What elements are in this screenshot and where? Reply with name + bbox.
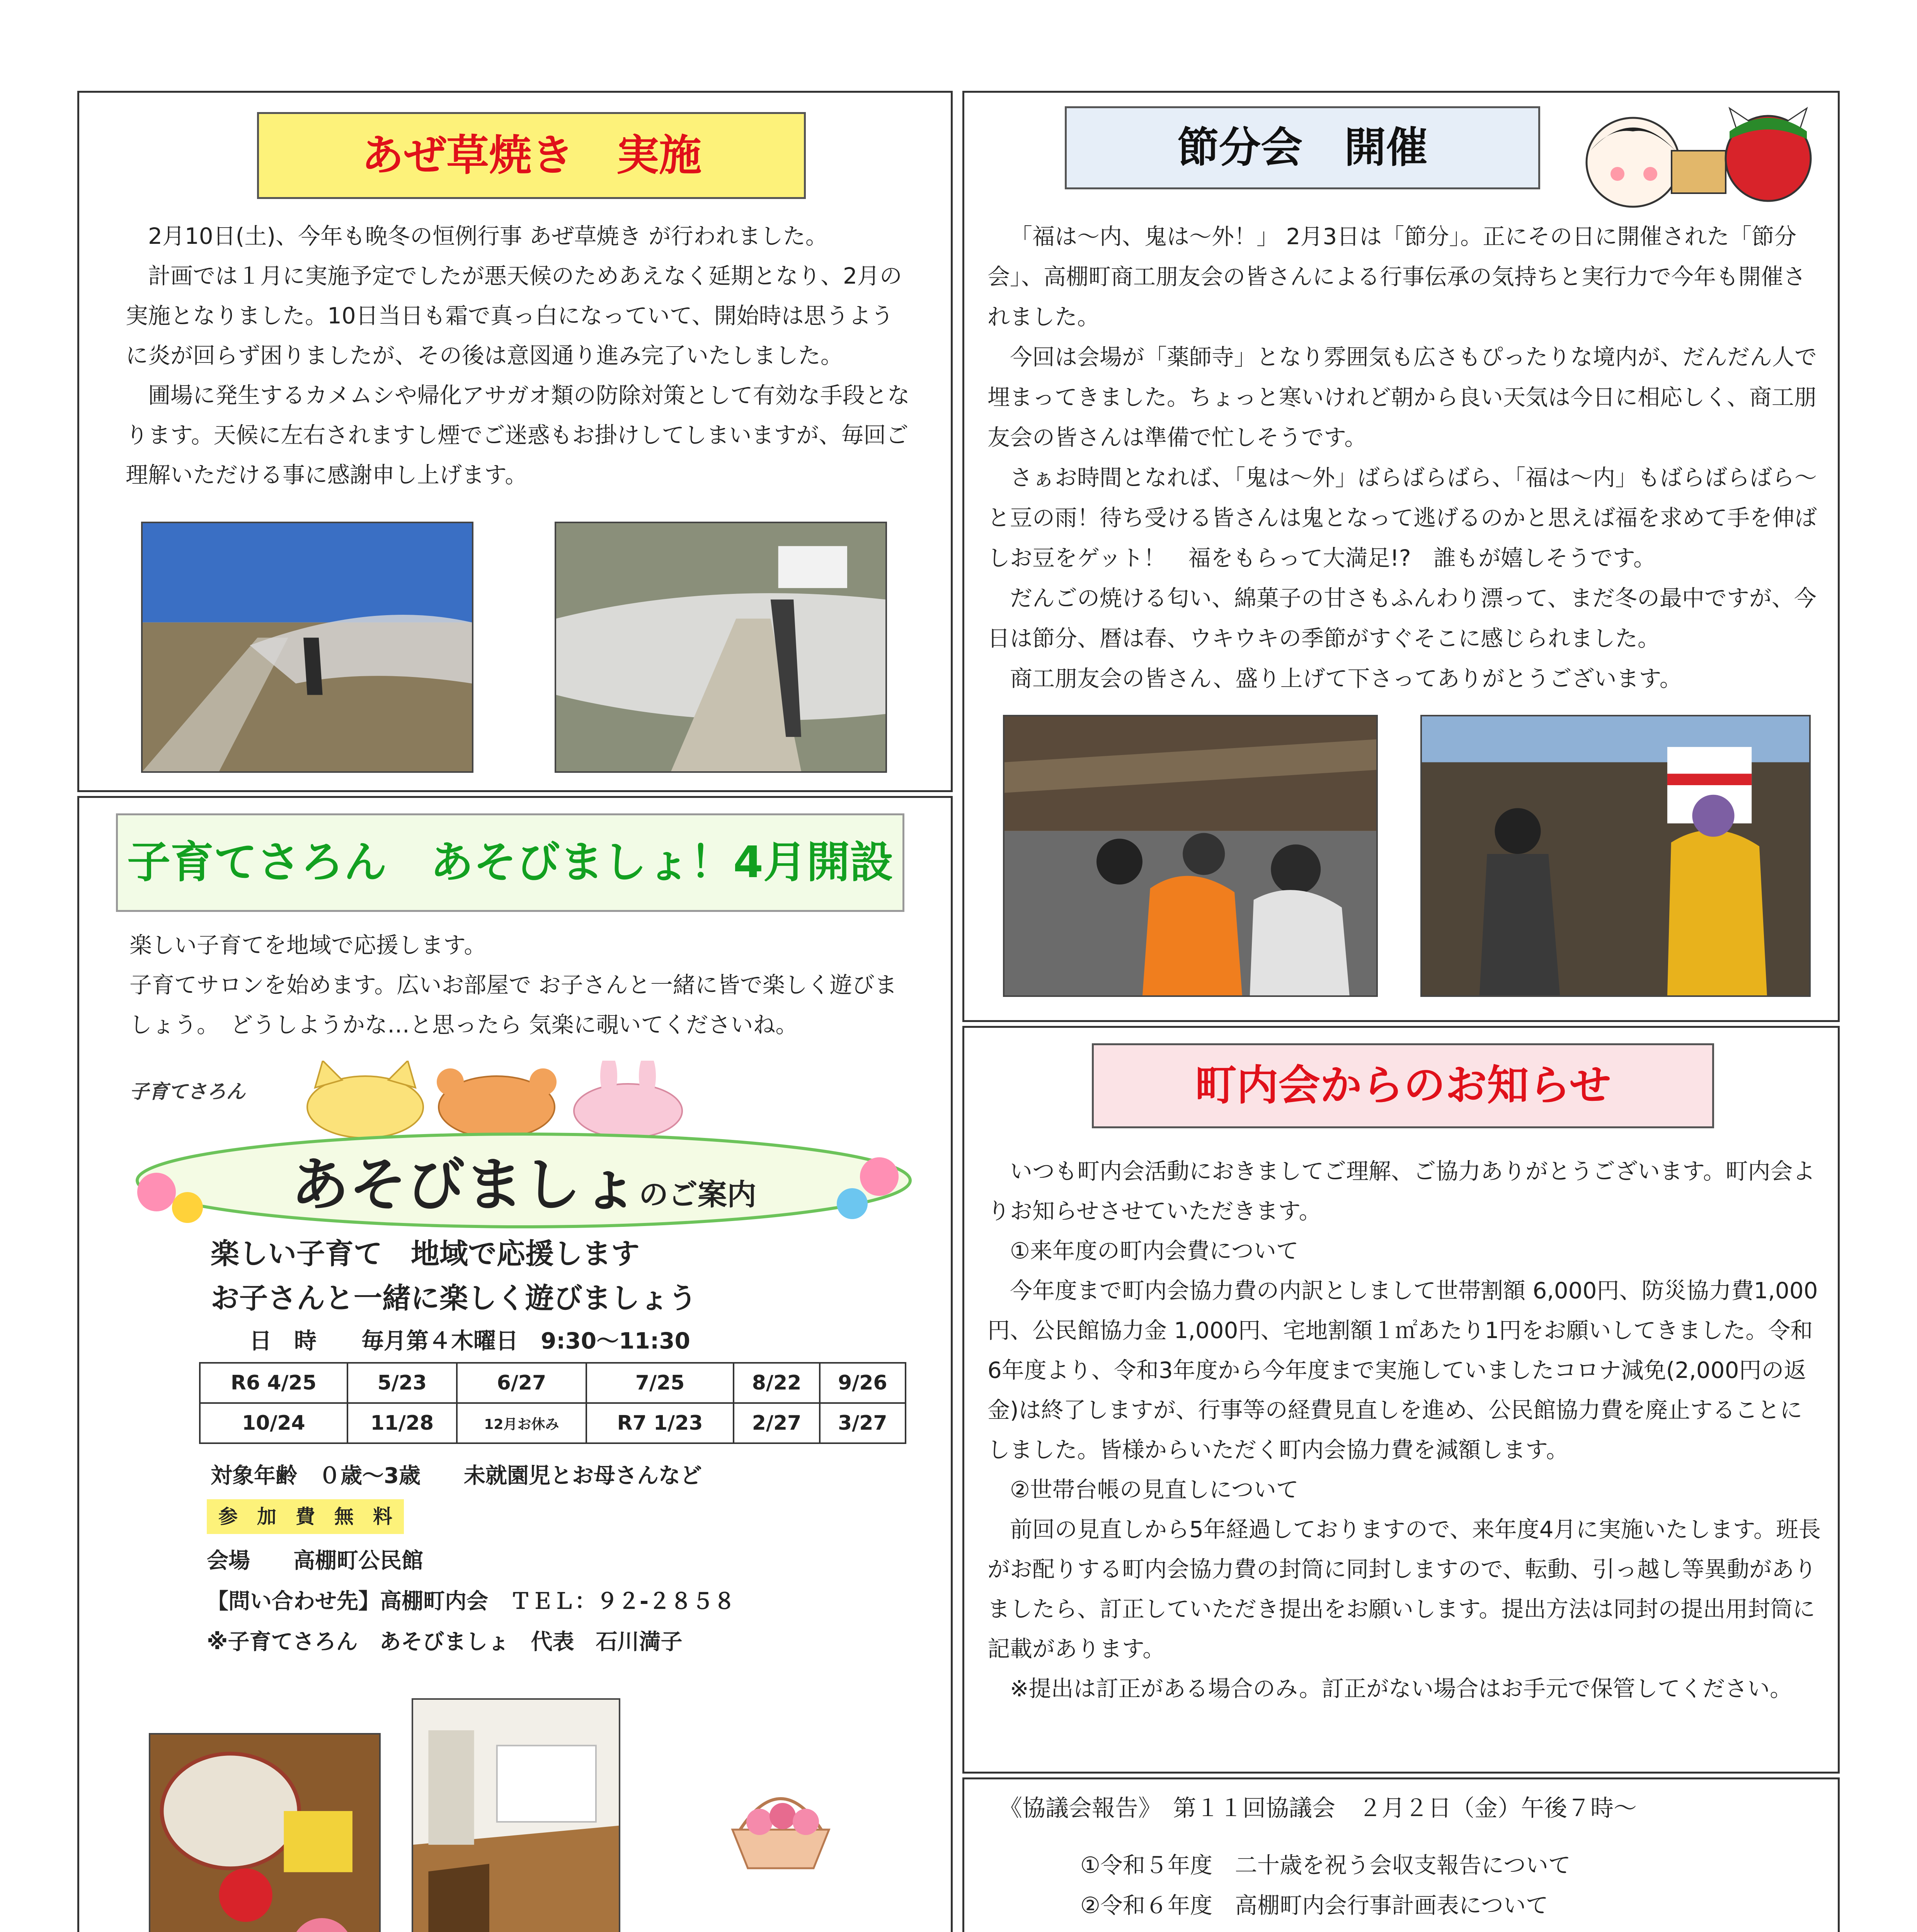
- flyer-line1: 楽しい子育て 地域で応援します: [211, 1237, 640, 1270]
- setsubun-paragraph: 「福は～内、鬼は～外！」 2月3日は「節分」。正にその日に開催された「節分会」、高棚町商工朋友会の皆さんによる行事伝承の気持ちと実行力で今年も開催されました。: [987, 223, 1806, 330]
- kosodate-photo-room: [412, 1698, 620, 1932]
- schedule-date: 11/28: [347, 1403, 457, 1443]
- oni-otafuku-illustration: [1575, 104, 1815, 209]
- chonaikai-paragraph: 今年度まで町内会協力費の内訳としまして世帯割額 6,000円、防災協力費1,000円、公民館協力金 1,000円、宅地割額１㎡あたり1円をお願いしてきました。令和6年度より、令和3年度から今年度まで実施していましたコロナ減免(2,000円の返金)は終了しますが、行事等の経費見直しを進め、公民館協力費を廃止することにしました。皆様からいただく町内会協力費を減額します。: [987, 1277, 1818, 1463]
- setsubun-title: 節分会 開催: [1065, 106, 1540, 189]
- setsubun-paragraph: さぁお時間となれば、「鬼は～外」ばらばらばら、「福は～内」もばらばらばら～と豆の雨！待ち受ける皆さんは鬼となって逃げるのかと思えば福を求めて手を伸ばしお豆をゲット！ 福をもらって大満足!? 誰もが嬉しそうです。: [987, 464, 1817, 571]
- flyer-badge: 子育てさろん: [129, 1080, 245, 1103]
- schedule-date: 2/27: [734, 1403, 819, 1443]
- azekusa-paragraph: 圃場に発生するカメムシや帰化アサガオ類の防除対策として有効な手段となります。天候に左右されますし煙でご迷惑もお掛けしてしまいますが、毎回ご理解いただける事に感謝申し上げます。: [126, 382, 910, 488]
- kyogikai-items: [1080, 1845, 1571, 1932]
- flower-basket-illustration: [717, 1776, 844, 1872]
- schedule-date: 7/25: [586, 1363, 734, 1403]
- chonaikai-title: 町内会からのお知らせ: [1092, 1043, 1714, 1128]
- flyer-schedule-table: [199, 1362, 906, 1444]
- flyer-line2: お子さんと一緒に楽しく遊びましょう: [211, 1282, 697, 1315]
- schedule-date: 8/22: [734, 1363, 819, 1403]
- azekusa-title: あぜ草焼き 実施: [257, 112, 806, 199]
- chonaikai-body: [987, 1151, 1822, 1709]
- schedule-date: 5/23: [347, 1363, 457, 1403]
- flyer-age: 対象年齢 ０歳～3歳 未就園児とお母さんなど: [211, 1463, 702, 1488]
- setsubun-photo-2: [1420, 715, 1811, 997]
- chonaikai-subheading: ①来年度の町内会費について: [1010, 1238, 1299, 1264]
- setsubun-section: [962, 91, 1840, 1022]
- kosodate-intro-line: 子育てサロンを始めます。広いお部屋で お子さんと一緒に皆で楽しく遊びましょう。 どうしようかな…と思ったら 気楽に覗いてくださいね。: [129, 972, 897, 1038]
- animal-faces-illustration: [300, 1061, 686, 1138]
- schedule-date: R6 4/25: [200, 1363, 347, 1403]
- kyogikai-header: 《協議会報告》 第１１回協議会 ２月２日（金）午後７時～: [999, 1795, 1637, 1822]
- setsubun-photo-1: [1003, 715, 1378, 997]
- schedule-date: 9/26: [820, 1363, 906, 1403]
- azekusa-photo-1: [141, 522, 473, 773]
- kyogikai-item: ①令和５年度 二十歳を祝う会収支報告について: [1080, 1852, 1571, 1878]
- chonaikai-paragraph: 前回の見直しから5年経過しておりますので、来年度4月に実施いたします。班長がお配りする町内会協力費の封筒に同封しますので、転動、引っ越し等異動がありましたら、訂正していただき提出をお願いします。提出方法は同封の提出用封筒に記載があります。: [987, 1516, 1821, 1662]
- schedule-date: 6/27: [457, 1363, 586, 1403]
- schedule-date: 12月お休み: [457, 1403, 586, 1443]
- kosodate-section: [77, 796, 953, 1932]
- azekusa-paragraph: 2月10日(土)、今年も晩冬の恒例行事 あぜ草焼き が行われました。: [148, 223, 828, 249]
- flyer-representative: ※子育てさろん あそびましょ 代表 石川満子: [207, 1629, 683, 1655]
- flyer-big-title: あそびましょ: [291, 1151, 639, 1219]
- flyer-title-banner: [122, 1130, 926, 1231]
- kyogikai-item: ②令和６年度 高棚町内会行事計画表について: [1080, 1892, 1548, 1918]
- flyer-fee: 参 加 費 無 料: [207, 1499, 404, 1534]
- chonaikai-note: ※提出は訂正がある場合のみ。訂正がない場合はお手元で保管してください。: [1010, 1675, 1793, 1702]
- flyer-contact: 【問い合わせ先】高棚町内会 ＴＥＬ：９２-２８５８: [207, 1589, 735, 1614]
- azekusa-body: [126, 216, 914, 495]
- chonaikai-paragraph: いつも町内会活動におきましてご理解、ご協力ありがとうございます。町内会よりお知らせさせていただきます。: [987, 1158, 1815, 1224]
- setsubun-paragraph: だんごの焼ける匂い、綿菓子の甘さもふんわり漂って、まだ冬の最中ですが、今日は節分、暦は春、ウキウキの季節がすぐそこに感じられました。: [987, 585, 1817, 651]
- kosodate-title: 子育てさろん あそびましょ！4月開設: [116, 813, 904, 912]
- azekusa-photo-2: [555, 522, 887, 773]
- chonaikai-section: [962, 1026, 1840, 1774]
- kyogikai-section: [962, 1777, 1840, 1932]
- kosodate-intro: [129, 925, 918, 1045]
- flyer-venue: 会場 高棚町公民館: [207, 1548, 423, 1573]
- schedule-date: 3/27: [820, 1403, 906, 1443]
- chonaikai-subheading: ②世帯台帳の見直しについて: [1010, 1476, 1299, 1503]
- setsubun-paragraph: 今回は会場が「薬師寺」となり雰囲気も広さもぴったりな境内が、だんだん人で埋まってきました。ちょっと寒いけれど朝から良い天気は今日に相応しく、商工朋友会の皆さんは準備で忙しそうです。: [987, 344, 1817, 451]
- kosodate-intro-line: 楽しい子育てを地域で応援します。: [129, 932, 487, 958]
- kosodate-photo-toys: [149, 1733, 381, 1932]
- schedule-date: 10/24: [200, 1403, 347, 1443]
- azekusa-section: [77, 91, 953, 792]
- flyer-schedule-heading: 日 時 毎月第４木曜日 9:30～11:30: [249, 1328, 690, 1354]
- setsubun-paragraph: 商工朋友会の皆さん、盛り上げて下さってありがとうございます。: [1010, 665, 1682, 692]
- flyer-big-title-suffix: のご案内: [639, 1177, 756, 1212]
- schedule-date: R7 1/23: [586, 1403, 734, 1443]
- setsubun-body: [987, 216, 1822, 699]
- kyogikai-item: [1080, 1925, 1571, 1932]
- azekusa-paragraph: 計画では１月に実施予定でしたが悪天候のためあえなく延期となり、2月の実施となりました。10日当日も霜で真っ白になっていて、開始時は思うように炎が回らず困りましたが、その後は意図通り進み完了いたしました。: [126, 263, 902, 369]
